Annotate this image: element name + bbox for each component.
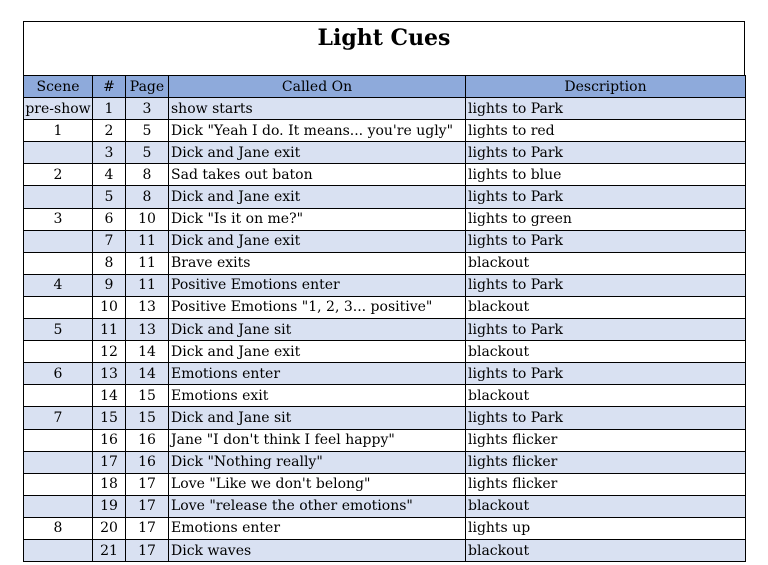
cell-cue-number: 4 [93,164,126,186]
cell-scene: 5 [24,319,93,341]
cell-description: lights to Park [466,142,746,164]
cell-page: 17 [126,539,169,561]
cell-page: 16 [126,451,169,473]
cell-description: lights to green [466,208,746,230]
cell-description: lights flicker [466,429,746,451]
cell-page: 14 [126,363,169,385]
table-row [24,142,746,164]
cell-page: 3 [126,98,169,120]
cell-cue-number: 18 [93,473,126,495]
cell-scene: pre-show [24,98,93,120]
cell-cue-number: 21 [93,539,126,561]
table-row [24,517,746,539]
cell-called-on: Dick and Jane sit [169,319,466,341]
cell-scene: 1 [24,120,93,142]
cell-called-on: Positive Emotions "1, 2, 3... positive" [169,296,466,318]
cell-called-on: Brave exits [169,252,466,274]
cell-page: 11 [126,252,169,274]
cell-description: blackout [466,495,746,517]
title-box [23,21,745,75]
cell-description: lights to blue [466,164,746,186]
cell-cue-number: 11 [93,319,126,341]
cell-called-on: Love "Like we don't belong" [169,473,466,495]
cell-scene [24,539,93,561]
cell-description: blackout [466,296,746,318]
cell-cue-number: 3 [93,142,126,164]
cell-scene [24,495,93,517]
cell-called-on: Dick and Jane sit [169,407,466,429]
cell-scene [24,296,93,318]
cell-scene [24,142,93,164]
table-row [24,296,746,318]
cell-called-on: Emotions enter [169,363,466,385]
table-row [24,495,746,517]
table-row [24,274,746,296]
cell-scene: 4 [24,274,93,296]
cell-called-on: Emotions exit [169,385,466,407]
cell-cue-number: 8 [93,252,126,274]
cell-description: lights to Park [466,363,746,385]
cell-description: lights flicker [466,473,746,495]
header-description: Description [466,76,746,98]
cell-scene [24,230,93,252]
cell-page: 15 [126,407,169,429]
cell-description: blackout [466,341,746,363]
header-scene: Scene [24,76,93,98]
cell-called-on: Dick "Nothing really" [169,451,466,473]
table-row [24,319,746,341]
cell-cue-number: 1 [93,98,126,120]
cue-table [23,75,746,562]
cell-scene [24,252,93,274]
cell-page: 11 [126,230,169,252]
cell-called-on: Jane "I don't think I feel happy" [169,429,466,451]
cell-called-on: Positive Emotions enter [169,274,466,296]
cell-scene [24,385,93,407]
cell-scene [24,186,93,208]
table-row [24,539,746,561]
cell-called-on: Dick and Jane exit [169,142,466,164]
cell-description: blackout [466,385,746,407]
cell-called-on: Dick "Yeah I do. It means... you're ugly" [169,120,466,142]
cell-page: 17 [126,517,169,539]
header-called-on: Called On [169,76,466,98]
cell-cue-number: 6 [93,208,126,230]
header-cue-number: # [93,76,126,98]
cell-scene: 7 [24,407,93,429]
cell-cue-number: 12 [93,341,126,363]
cell-page: 13 [126,296,169,318]
cell-description: lights flicker [466,451,746,473]
cell-page: 11 [126,274,169,296]
cell-description: lights to Park [466,230,746,252]
cell-called-on: Dick "Is it on me?" [169,208,466,230]
cell-scene [24,473,93,495]
cell-page: 14 [126,341,169,363]
cell-called-on: show starts [169,98,466,120]
cell-page: 17 [126,473,169,495]
cell-description: blackout [466,252,746,274]
cell-cue-number: 20 [93,517,126,539]
header-page: Page [126,76,169,98]
table-row [24,230,746,252]
cell-called-on: Dick and Jane exit [169,186,466,208]
cell-cue-number: 9 [93,274,126,296]
cell-cue-number: 15 [93,407,126,429]
table-row [24,473,746,495]
cell-cue-number: 17 [93,451,126,473]
cell-page: 5 [126,142,169,164]
cell-page: 13 [126,319,169,341]
cell-called-on: Dick waves [169,539,466,561]
cell-scene: 8 [24,517,93,539]
cell-description: lights to red [466,120,746,142]
header-row [24,76,746,98]
cell-page: 8 [126,186,169,208]
table-row [24,252,746,274]
cell-page: 17 [126,495,169,517]
table-row [24,341,746,363]
cell-cue-number: 19 [93,495,126,517]
cell-cue-number: 5 [93,186,126,208]
cell-description: lights to Park [466,274,746,296]
cell-scene: 3 [24,208,93,230]
cell-page: 5 [126,120,169,142]
cell-scene: 6 [24,363,93,385]
cell-called-on: Love "release the other emotions" [169,495,466,517]
table-row [24,429,746,451]
table-row [24,98,746,120]
cell-scene [24,429,93,451]
cell-called-on: Dick and Jane exit [169,341,466,363]
cell-page: 8 [126,164,169,186]
table-row [24,385,746,407]
table-row [24,164,746,186]
cell-page: 10 [126,208,169,230]
page-title: Light Cues [317,25,451,51]
table-row [24,120,746,142]
table-row [24,363,746,385]
table-row [24,186,746,208]
cell-cue-number: 14 [93,385,126,407]
cell-description: blackout [466,539,746,561]
cell-cue-number: 16 [93,429,126,451]
cue-table-body [24,98,746,562]
cell-page: 16 [126,429,169,451]
cell-page: 15 [126,385,169,407]
cell-called-on: Sad takes out baton [169,164,466,186]
cell-description: lights to Park [466,407,746,429]
cell-cue-number: 7 [93,230,126,252]
cell-description: lights to Park [466,186,746,208]
cell-scene [24,451,93,473]
cell-description: lights up [466,517,746,539]
cell-called-on: Dick and Jane exit [169,230,466,252]
cell-scene: 2 [24,164,93,186]
cell-cue-number: 2 [93,120,126,142]
cell-cue-number: 13 [93,363,126,385]
cell-cue-number: 10 [93,296,126,318]
cell-description: lights to Park [466,319,746,341]
cell-called-on: Emotions enter [169,517,466,539]
light-cues-sheet [23,21,745,562]
cell-description: lights to Park [466,98,746,120]
table-row [24,451,746,473]
table-row [24,208,746,230]
table-row [24,407,746,429]
cell-scene [24,341,93,363]
